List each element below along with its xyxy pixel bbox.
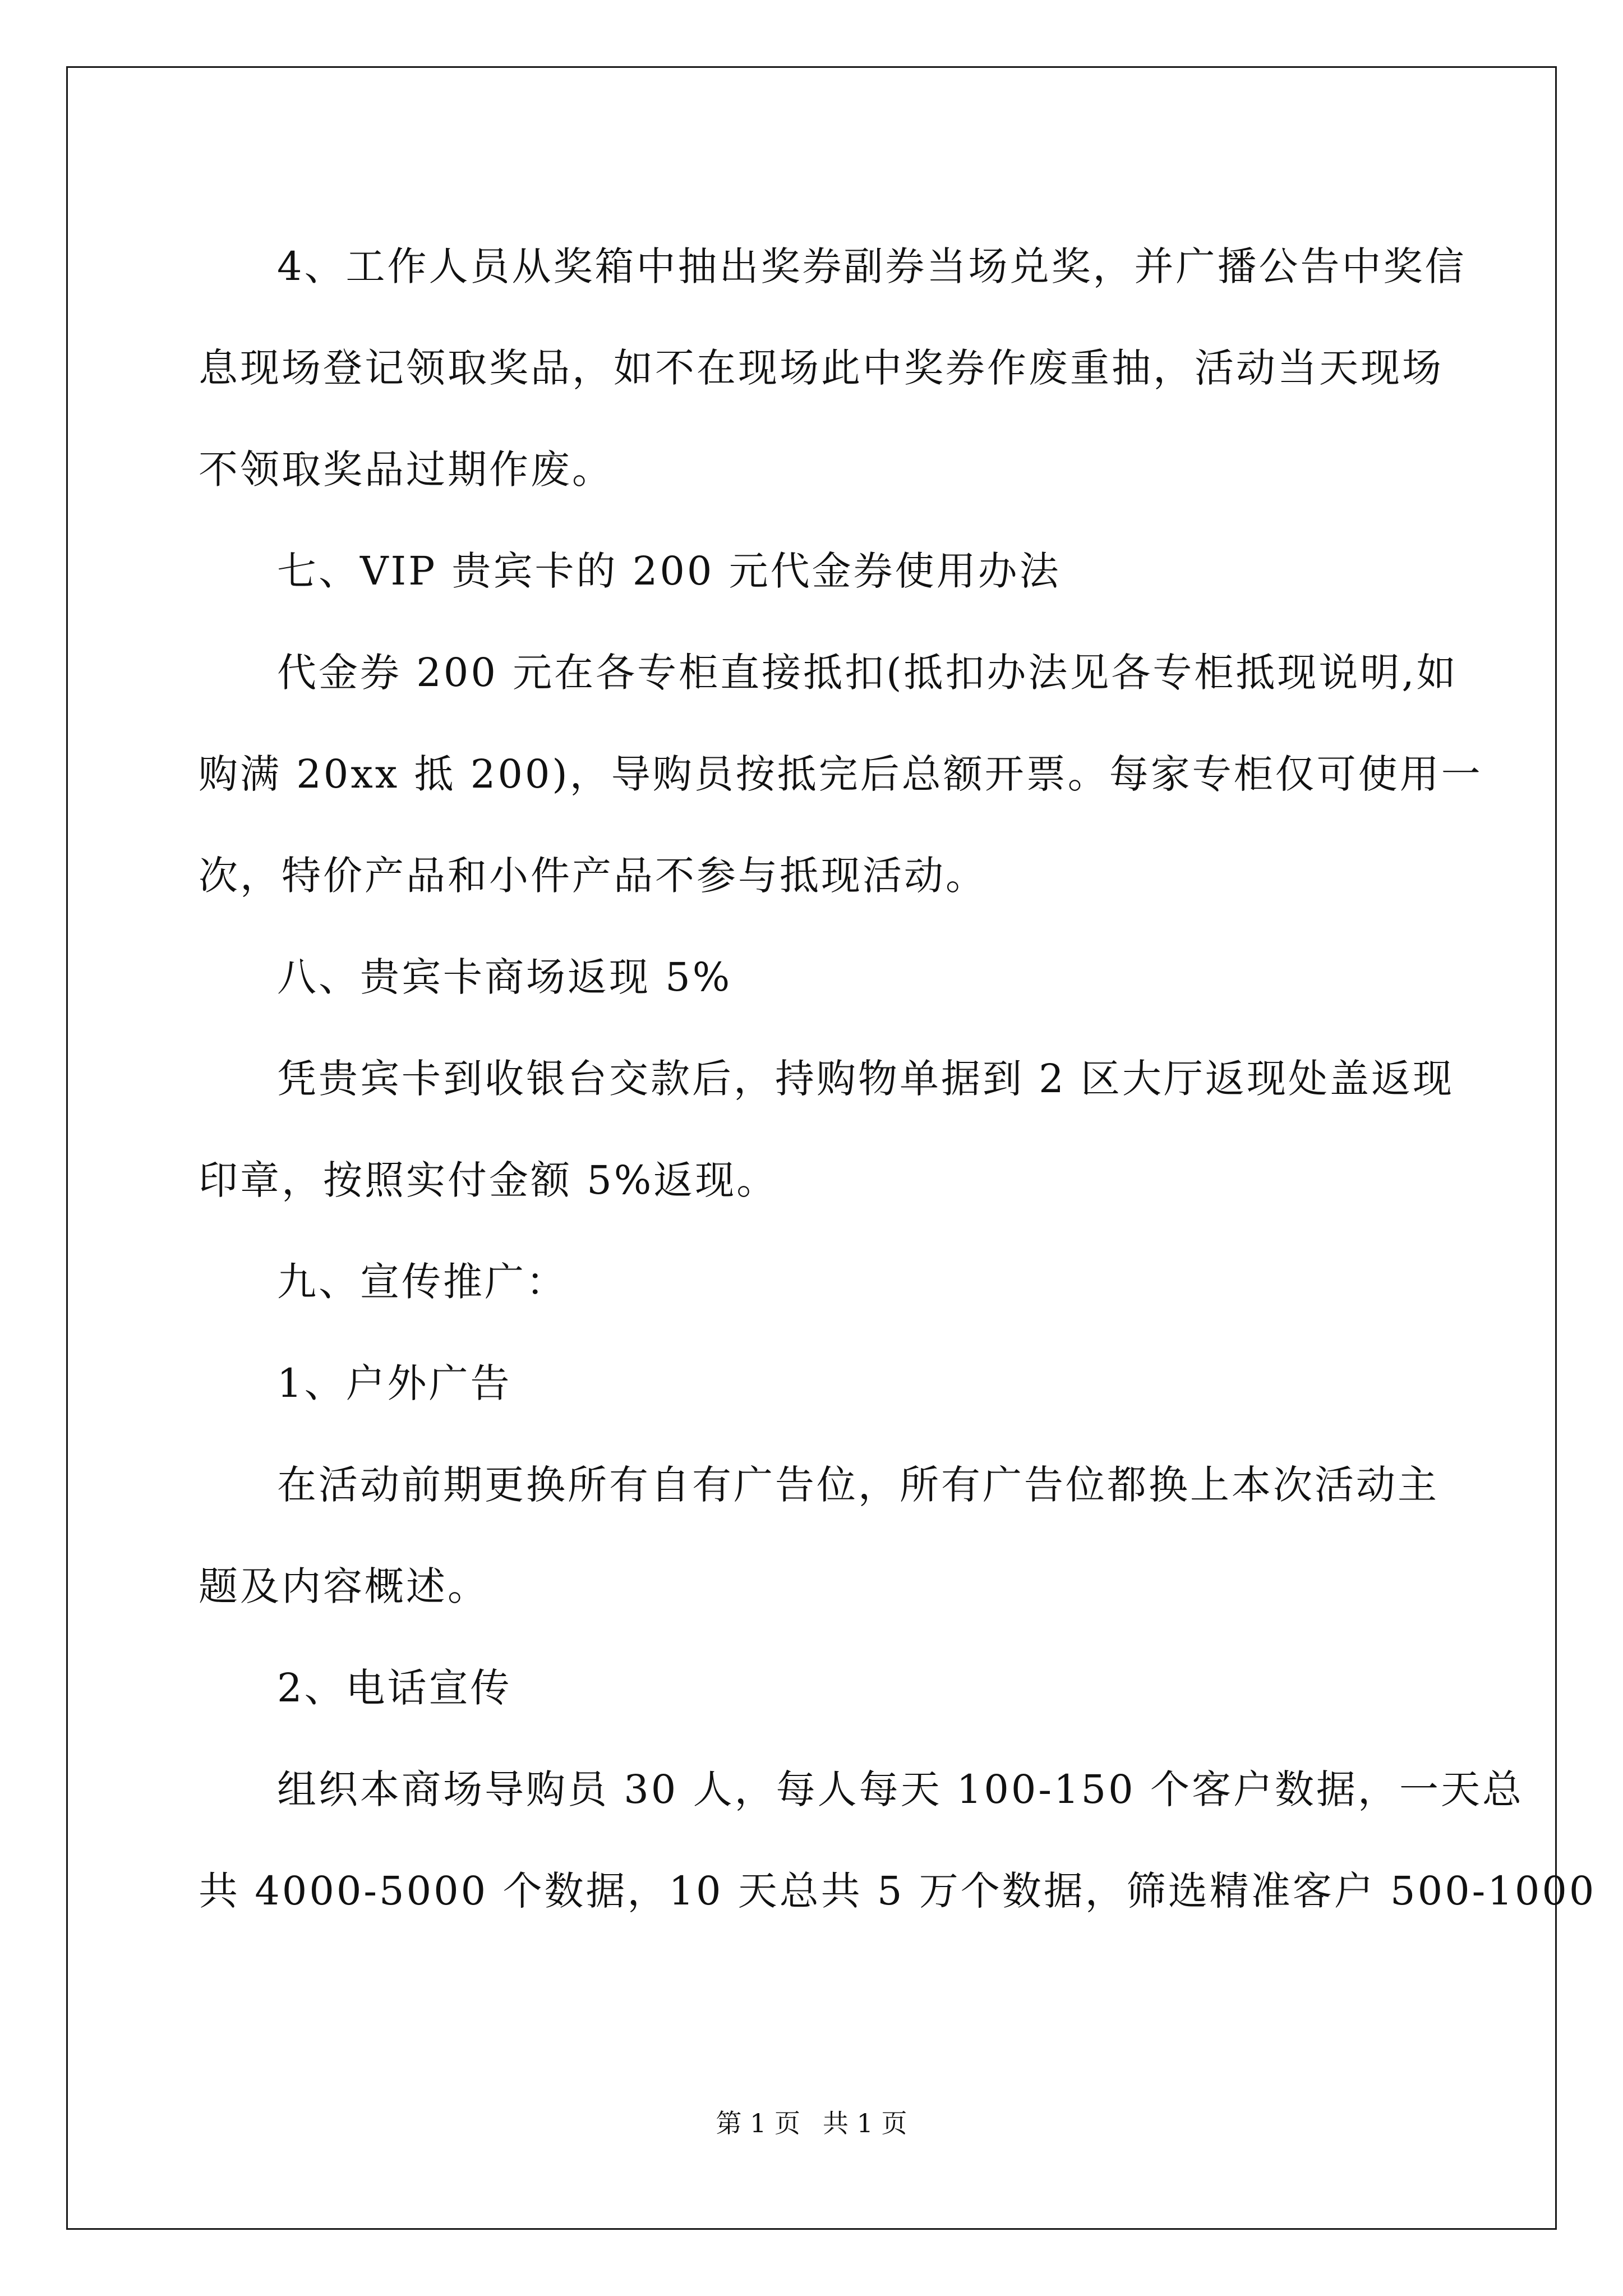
- document-body: [199, 216, 1597, 1942]
- text-line: 题及内容概述。: [199, 1563, 489, 1609]
- text-line: 在活动前期更换所有自有广告位，所有广告位都换上本次活动主: [277, 1462, 1439, 1508]
- text-line: 凭贵宾卡到收银台交款后，持购物单据到 2 区大厅返现处盖返现: [277, 1056, 1455, 1102]
- section-heading: 九、宣传推广：: [277, 1259, 568, 1305]
- text-line: 代金券 200 元在各专柜直接抵扣(抵扣办法见各专柜抵现说明,如: [277, 650, 1458, 696]
- text-line: 4、工作人员从奖箱中抽出奖券副券当场兑奖，并广播公告中奖信: [277, 243, 1467, 289]
- text-line: 组织本商场导购员 30 人，每人每天 100-150 个客户数据，一天总: [277, 1766, 1524, 1812]
- text-line: 购满 20xx 抵 200)，导购员按抵完后总额开票。每家专柜仅可使用一: [199, 751, 1483, 797]
- text-line: 共 4000-5000 个数据，10 天总共 5 万个数据，筛选精准客户 500-1000: [199, 1868, 1597, 1914]
- section-heading: 七、VIP 贵宾卡的 200 元代金券使用办法: [277, 548, 1061, 594]
- text-line: 次，特价产品和小件产品不参与抵现活动。: [199, 853, 987, 899]
- page-number: 第 1 页: [716, 2108, 800, 2138]
- text-line: 不领取奖品过期作废。: [199, 447, 614, 493]
- section-heading: 八、贵宾卡商场返现 5%: [277, 954, 732, 1000]
- page-footer: [0, 2106, 1623, 2140]
- page-total: 共 1 页: [823, 2108, 907, 2138]
- subsection-heading: 2、电话宣传: [277, 1665, 512, 1711]
- subsection-heading: 1、户外广告: [277, 1360, 512, 1406]
- text-line: 息现场登记领取奖品，如不在现场此中奖券作废重抽，活动当天现场: [199, 345, 1444, 391]
- text-line: 印章，按照实付金额 5%返现。: [199, 1157, 778, 1203]
